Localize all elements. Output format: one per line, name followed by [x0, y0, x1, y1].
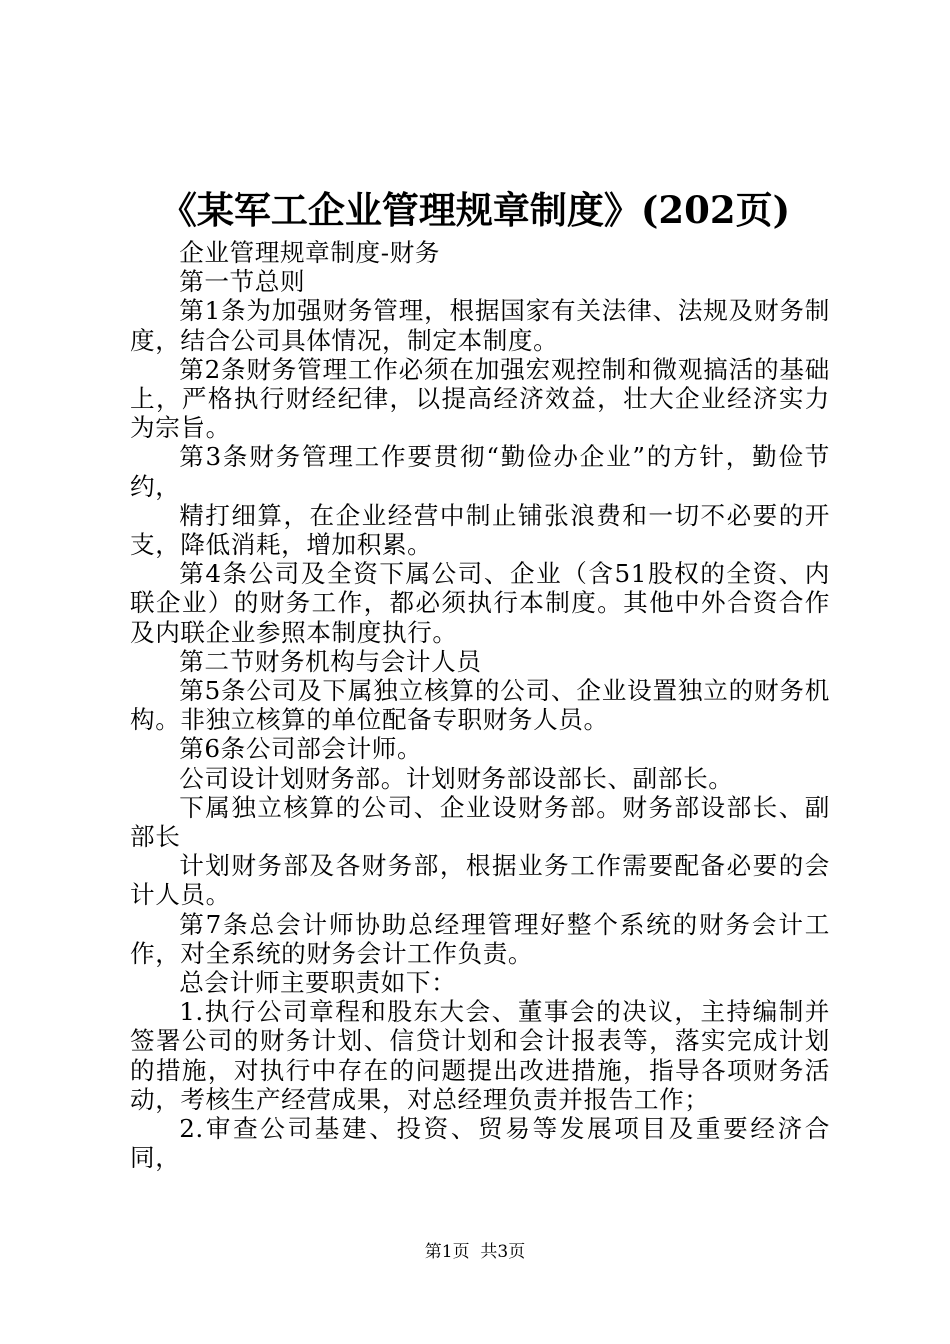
body-paragraph: 公司设计划财务部。计划财务部设部长、副部长。: [179, 763, 734, 793]
body-paragraph: 第2条财务管理工作必须在加强宏观控制和微观搞活的基础上，严格执行财经纪律，以提高经济效益，壮大企业经济实力为宗旨。: [130, 354, 830, 443]
section-heading: 第二节财务机构与会计人员: [179, 646, 482, 676]
body-paragraph: 总会计师主要职责如下：: [179, 968, 457, 998]
body-paragraph: 精打细算，在企业经营中制止铺张浪费和一切不必要的开支，降低消耗，增加积累。: [130, 500, 830, 560]
body-paragraph: 下属独立核算的公司、企业设财务部。财务部设部长、副部长: [130, 792, 830, 852]
page-number-label: 第1页 共3页: [424, 1242, 526, 1262]
body-paragraph: 第3条财务管理工作要贯彻“勤俭办企业”的方针，勤俭节约，: [130, 442, 830, 501]
section-heading: 第一节总则: [179, 267, 306, 297]
section-heading: 企业管理规章制度-财务: [179, 238, 441, 267]
body-paragraph: 第1条为加强财务管理，根据国家有关法律、法规及财务制度，结合公司具体情况，制定本制度。: [130, 296, 830, 355]
body-paragraph: 第6条公司部会计师。: [179, 734, 423, 764]
body-paragraph: 第7条总会计师协助总经理管理好整个系统的财务会计工作，对全系统的财务会计工作负责。: [130, 909, 830, 968]
list-item: 1.执行公司章程和股东大会、董事会的决议，主持编制并签署公司的财务计划、信贷计划和会计报表等，落实完成计划的措施，对执行中存在的问题提出改进措施，指导各项财务活动，考核生产经营成果，对总经理负责并报告工作；: [130, 997, 830, 1114]
body-paragraph: 第4条公司及全资下属公司、企业（含51股权的全资、内联企业）的财务工作，都必须执行本制度。其他中外合资合作及内联企业参照本制度执行。: [130, 559, 830, 647]
document-body: [130, 238, 830, 1173]
page-footer: [0, 1240, 950, 1264]
body-paragraph: 计划财务部及各财务部，根据业务工作需要配备必要的会计人员。: [130, 851, 830, 910]
document-title: 《某军工企业管理规章制度》(202页): [159, 188, 791, 232]
body-paragraph: 第5条公司及下属独立核算的公司、企业设置独立的财务机构。非独立核算的单位配备专职财务人员。: [130, 676, 830, 735]
list-item: 2.审查公司基建、投资、贸易等发展项目及重要经济合同，: [130, 1114, 830, 1173]
